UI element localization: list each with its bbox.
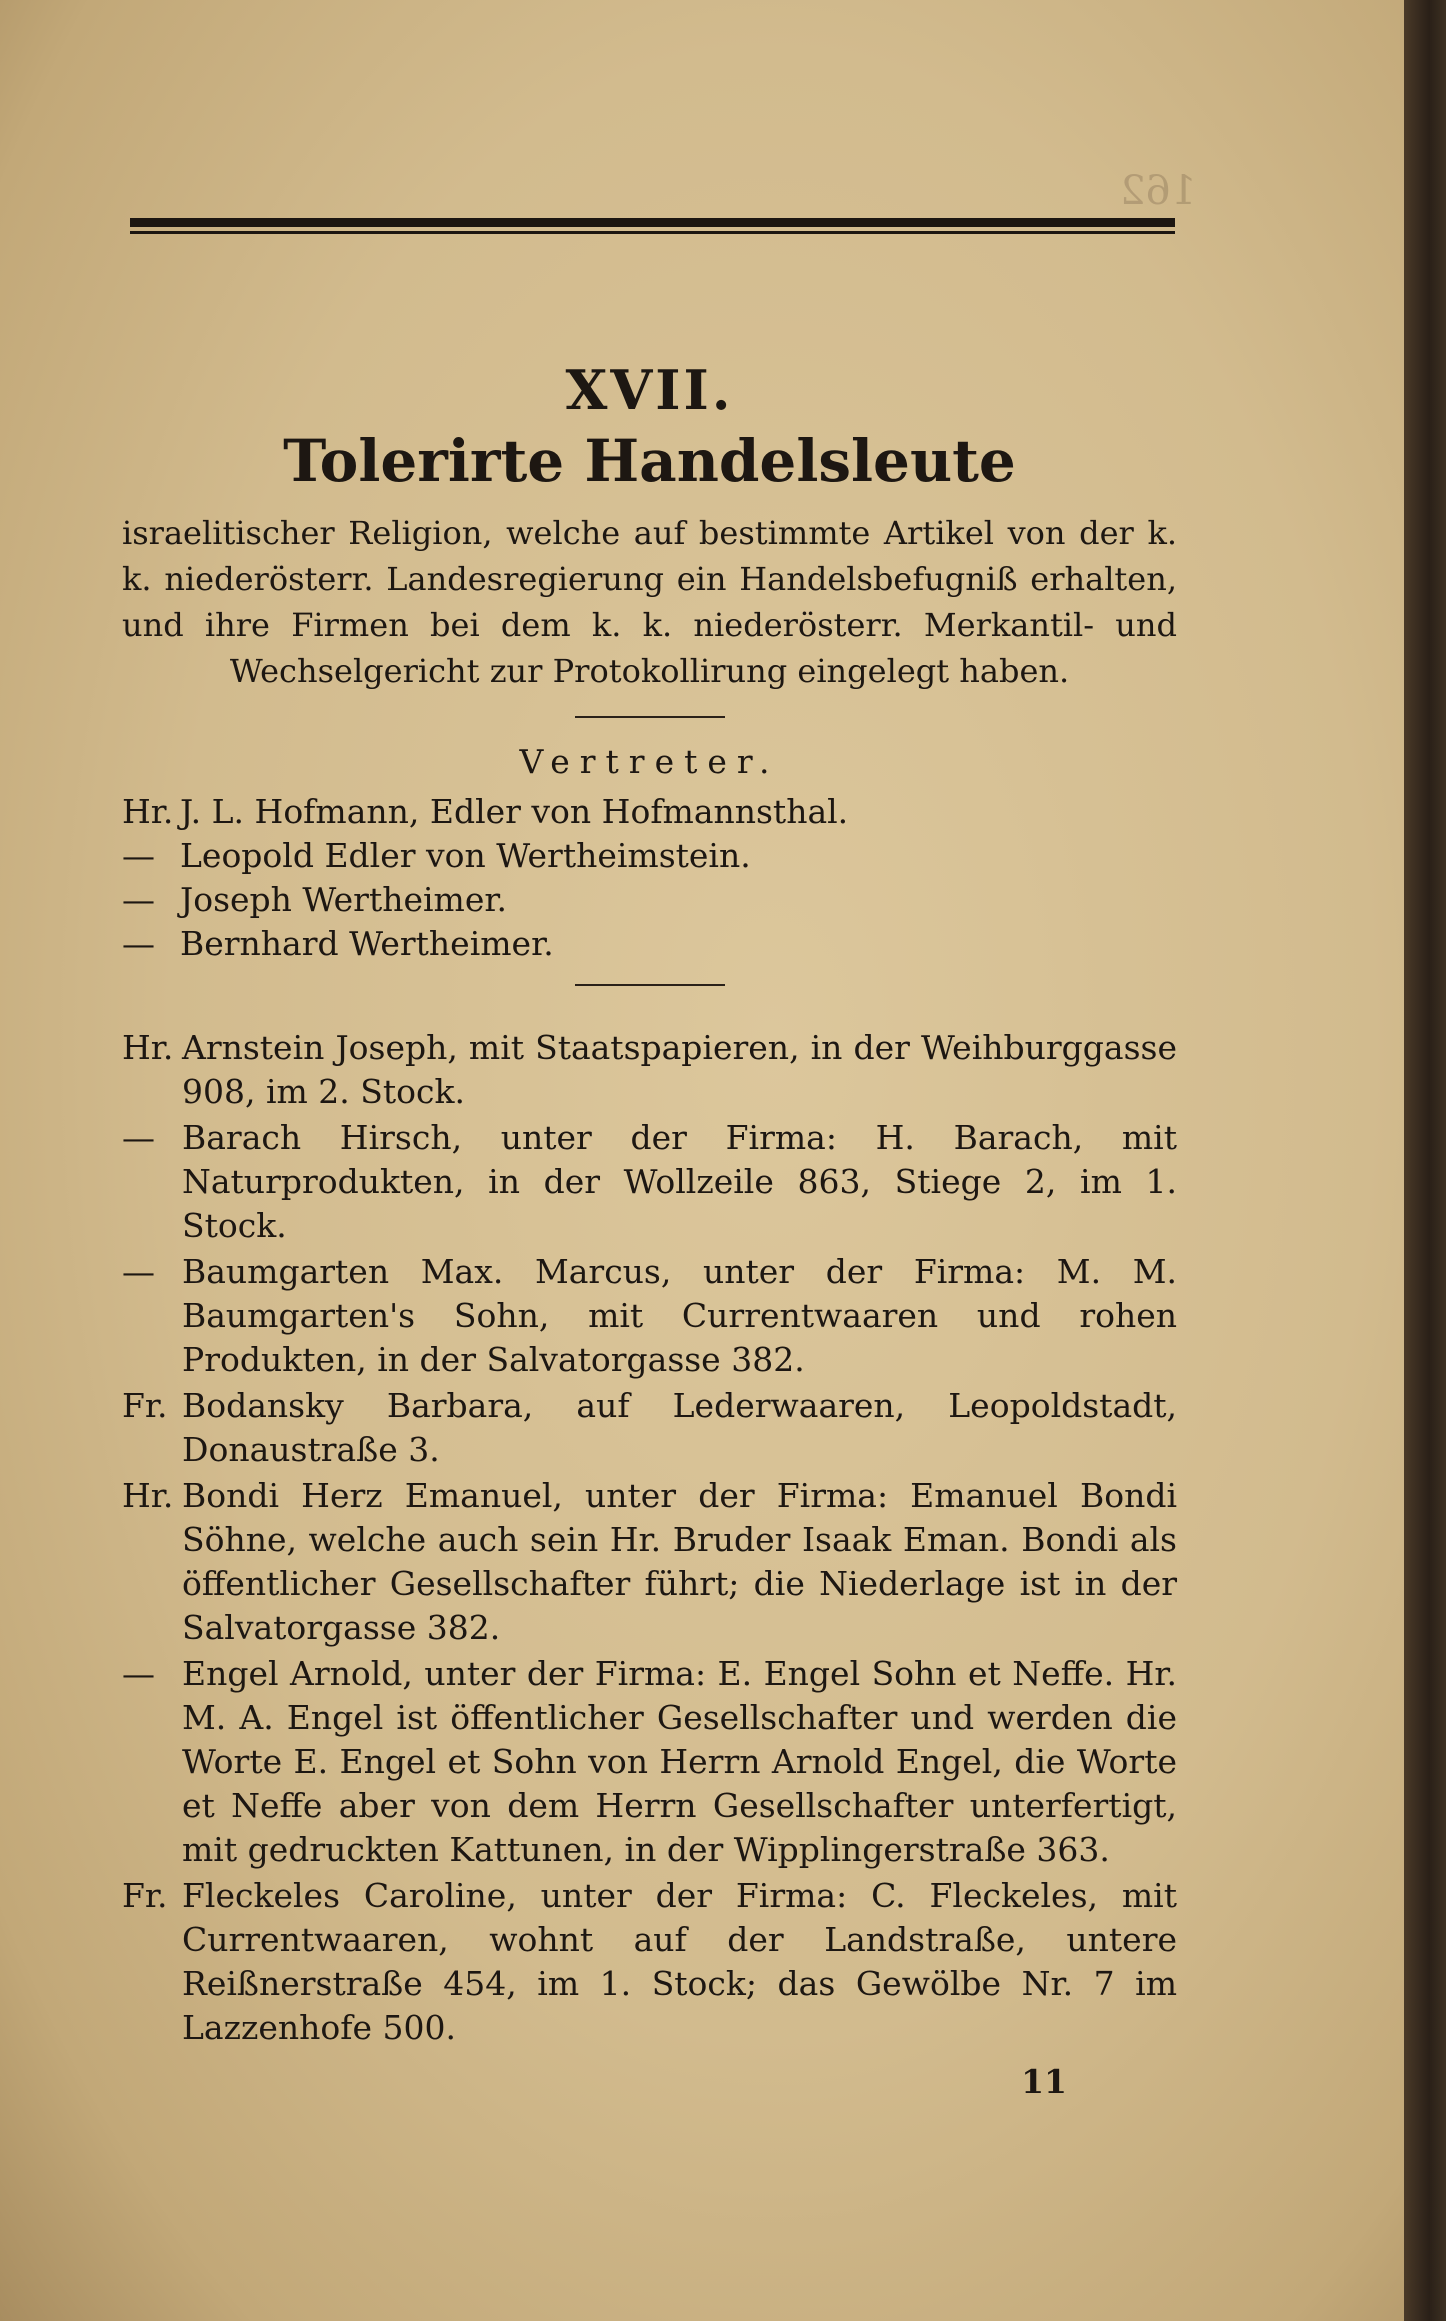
entry-text: Baumgarten Max. Marcus, unter der Firma: M. M. Baumgarten's Sohn, mit Currentwaaren und rohen Produkten, in der Salvatorgasse 382. xyxy=(182,1252,1177,1379)
merchant-entry xyxy=(122,1652,1177,1872)
entry-text: Bodansky Barbara, auf Lederwaaren, Leopoldstadt, Donaustraße 3. xyxy=(182,1386,1177,1469)
entry-text: Bondi Herz Emanuel, unter der Firma: Emanuel Bondi Söhne, welche auch sein Hr. Bruder Isaak Eman. Bondi als öffentlicher Gesellschafter führt; die Niederlage ist in der Salvatorgasse 382. xyxy=(182,1476,1177,1647)
entry-prefix: Hr. xyxy=(122,1476,174,1515)
representatives-list xyxy=(122,790,1177,966)
separator-rule xyxy=(575,716,725,718)
entry-text: Arnstein Joseph, mit Staatspapieren, in der Weihburggasse 908, im 2. Stock. xyxy=(182,1028,1177,1111)
entry-prefix: — xyxy=(122,1252,155,1291)
book-gutter xyxy=(1404,0,1446,2321)
representative-row xyxy=(122,790,1177,834)
merchant-entry xyxy=(122,1116,1177,1248)
row-prefix: Hr. xyxy=(122,792,174,831)
section-subtitle: israelitischer Religion, welche auf bestimmte Artikel von der k. k. niederösterr. Landesregierung ein Handelsbefugniß erhalten, und ihre Firmen bei dem k. k. niederösterr. Merkantil- und Wechselgericht zur Protokollirung eingelegt haben. xyxy=(122,514,1177,690)
bleed-through-page-number: 162 xyxy=(1120,168,1197,214)
representatives-heading: Vertreter. xyxy=(519,742,780,781)
header-rule xyxy=(130,218,1175,234)
signature-mark: 11 xyxy=(1021,2062,1067,2101)
merchant-entry xyxy=(122,1250,1177,1382)
entry-prefix: — xyxy=(122,1118,155,1157)
representative-row xyxy=(122,878,1177,922)
chapter-number: XVII. xyxy=(565,358,734,422)
merchant-entry xyxy=(122,1026,1177,1114)
entry-prefix: Hr. xyxy=(122,1028,174,1067)
row-prefix: — xyxy=(122,924,155,963)
representative-name: Joseph Wertheimer. xyxy=(180,880,508,919)
entry-prefix: — xyxy=(122,1654,155,1693)
row-prefix: — xyxy=(122,880,155,919)
entry-text: Barach Hirsch, unter der Firma: H. Barach, mit Naturprodukten, in der Wollzeile 863, Stiege 2, im 1. Stock. xyxy=(182,1118,1177,1245)
representative-row xyxy=(122,922,1177,966)
representative-row xyxy=(122,834,1177,878)
merchant-entry xyxy=(122,1874,1177,2050)
representative-name: Leopold Edler von Wertheimstein. xyxy=(180,836,751,875)
entry-text: Engel Arnold, unter der Firma: E. Engel Sohn et Neffe. Hr. M. A. Engel ist öffentlicher Gesellschafter und werden die Worte E. Engel et Sohn von Herrn Arnold Engel, die Worte et Neffe aber von dem Herrn Gesellschafter unterfertigt, mit gedruckten Kattunen, in der Wipplingerstraße 363. xyxy=(182,1654,1177,1869)
merchant-entry xyxy=(122,1384,1177,1472)
representative-name: Bernhard Wertheimer. xyxy=(180,924,554,963)
merchant-list xyxy=(122,1026,1177,2050)
section-title: Tolerirte Handelsleute xyxy=(283,427,1016,495)
entry-prefix: Fr. xyxy=(122,1876,168,1915)
page-content xyxy=(122,360,1177,2104)
entry-prefix: Fr. xyxy=(122,1386,168,1425)
separator-rule xyxy=(575,984,725,986)
merchant-entry xyxy=(122,1474,1177,1650)
representative-name: J. L. Hofmann, Edler von Hofmannsthal. xyxy=(180,792,849,831)
entry-text: Fleckeles Caroline, unter der Firma: C. Fleckeles, mit Currentwaaren, wohnt auf der Landstraße, untere Reißnerstraße 454, im 1. Stock; das Gewölbe Nr. 7 im Lazzenhofe 500. xyxy=(182,1876,1177,2047)
row-prefix: — xyxy=(122,836,155,875)
